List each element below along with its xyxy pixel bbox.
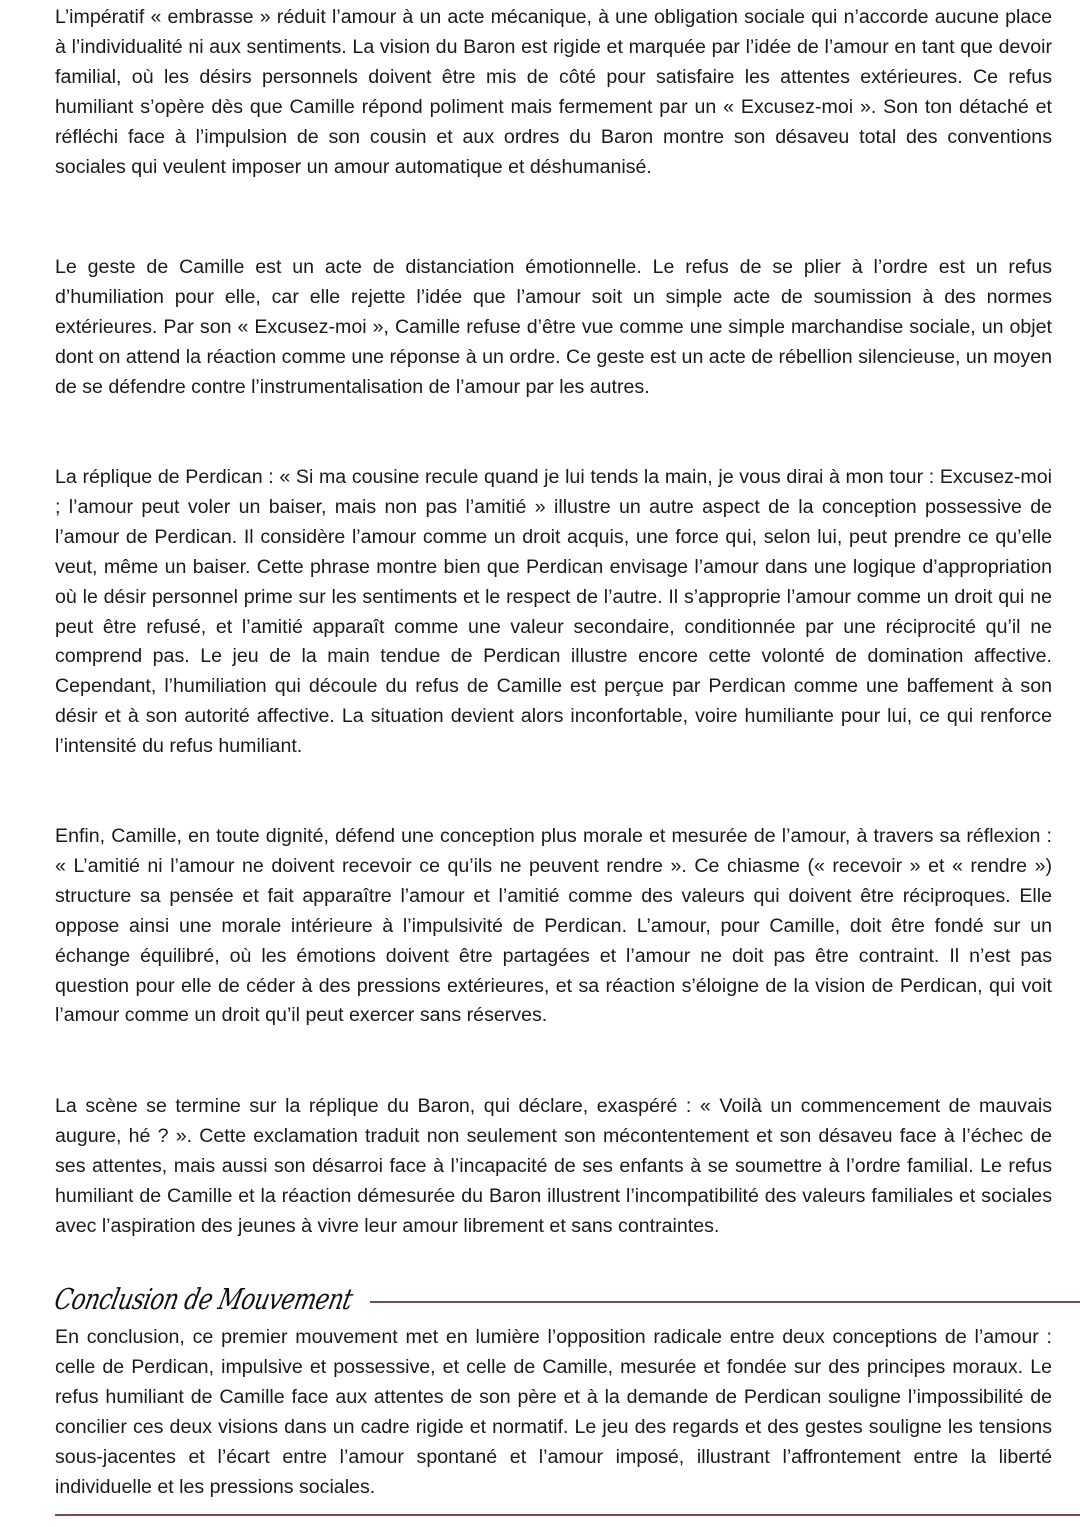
- paragraph-replique-baron: La scène se termine sur la réplique du Baron, qui déclare, exaspéré : « Voilà un commencement de mauvais augure, hé ? ». Cette exclamation traduit non seulement son mécontentement et son désaveu face à l’échec de ses attentes, mais aussi son désarroi face à l’incapacité de ses enfants à se soumettre à l’ordre familial. Le refus humiliant de Camille et la réaction démesurée du Baron illustrent l’incompatibilité des valeurs familiales et sociales avec l’aspiration des jeunes à vivre leur amour librement et sans contraintes.: [55, 1095, 1052, 1237]
- paragraph-geste-camille: Le geste de Camille est un acte de distanciation émotionnelle. Le refus de se plier à l’ordre est un refus d’humiliation pour elle, car elle rejette l’idée que l’amour soit un simple acte de soumission à des normes extérieures. Par son « Excusez-moi », Camille refuse d’être vue comme une simple marchandise sociale, un objet dont on attend la réaction comme une réponse à un ordre. Ce geste est un acte de rébellion silencieuse, un moyen de se défendre contre l’instrumentalisation de l’amour par les autres.: [55, 256, 1052, 398]
- section-heading-conclusion: [51, 1280, 1080, 1320]
- paragraph-replique-perdican: La réplique de Perdican : « Si ma cousine recule quand je lui tends la main, je vous dirai à mon tour : Excusez-moi ; l’amour peut voler un baiser, mais non pas l’amitié » illustre un autre aspect de la conception possessive de l’amour de Perdican. Il considère l’amour comme un droit acquis, une force qui, selon lui, peut prendre ce qu’elle veut, même un baiser. Cette phrase montre bien que Perdican envisage l’amour dans une logique d’appropriation où le désir personnel prime sur les sentiments et le respect de l’autre. Il s’approprie l’amour comme un droit qui ne peut être refusé, et l’amitié apparaît comme une valeur secondaire, conditionnée par une réciprocité qu’il ne comprend pas. Le jeu de la main tendue de Perdican illustre encore cette volonté de domination affective. Cependant, l’humiliation qui découle du refus de Camille est perçue par Perdican comme une baffement à son désir et à son autorité affective. La situation devient alors inconfortable, voire humiliante pour lui, ce qui renforce l’intensité du refus humiliant.: [55, 466, 1052, 758]
- section-heading-label: Conclusion de Mouvement: [51, 1283, 356, 1317]
- paragraph-conclusion: En conclusion, ce premier mouvement met en lumière l’opposition radicale entre deux conceptions de l’amour : celle de Perdican, impulsive et possessive, et celle de Camille, mesurée et fondée sur des principes moraux. Le refus humiliant de Camille face aux attentes de son père et à la demande de Perdican souligne l’impossibilité de concilier ces deux visions dans un cadre rigide et normatif. Le jeu des regards et des gestes souligne les tensions sous-jacentes et l’écart entre l’amour spontané et l’amour imposé, illustrant l’affrontement entre la liberté individuelle et les pressions sociales.: [55, 1326, 1052, 1498]
- paragraph-camille-dignite: Enfin, Camille, en toute dignité, défend une conception plus morale et mesurée de l’amour, à travers sa réflexion : « L’amitié ni l’amour ne doivent recevoir ce qu’ils ne peuvent rendre ». Ce chiasme (« recevoir » et « rendre ») structure sa pensée et fait apparaître l’amour et l’amitié comme des valeurs qui doivent être réciproques. Elle oppose ainsi une morale intérieure à l’impulsivité de Perdican. L’amour, pour Camille, doit être fondé sur un échange équilibré, où les émotions doivent être partagées et l’amour ne doit pas être contraint. Il n’est pas question pour elle de céder à des pressions extérieures, et sa réaction s’éloigne de la vision de Perdican, qui voit l’amour comme un droit qu’il peut exercer sans réserves.: [55, 825, 1052, 1027]
- section-divider: [370, 1301, 1080, 1303]
- paragraph-imperatif: L’impératif « embrasse » réduit l’amour à un acte mécanique, à une obligation sociale qui n’accorde aucune place à l’individualité ni aux sentiments. La vision du Baron est rigide et marquée par l’idée de l’amour en tant que devoir familial, où les désirs personnels doivent être mis de côté pour satisfaire les attentes extérieures. Ce refus humiliant s’opère dès que Camille répond poliment mais fermement par un « Excusez-moi ». Son ton détaché et réfléchi face à l’impulsion de son cousin et aux ordres du Baron montre son désaveu total des conventions sociales qui veulent imposer un amour automatique et déshumanisé.: [55, 6, 1052, 178]
- bottom-divider: [55, 1514, 1080, 1516]
